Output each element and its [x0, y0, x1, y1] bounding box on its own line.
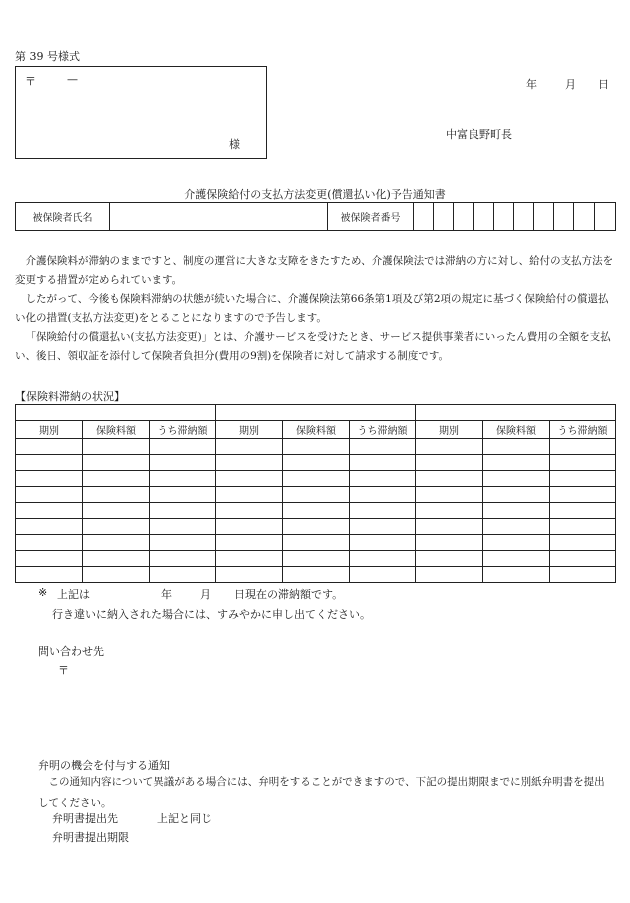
arrears-cell[interactable]	[350, 519, 416, 535]
arrears-heading: 【保険料滞納の状況】	[15, 390, 125, 403]
arrears-cell[interactable]	[150, 455, 216, 471]
arrears-cell[interactable]	[150, 551, 216, 567]
arrears-row	[16, 487, 616, 503]
contact-postal-mark: 〒	[58, 664, 69, 677]
arrears-cell[interactable]	[416, 471, 483, 487]
body-paragraph: 「保険給付の償還払い(支払方法変更)」とは、介護サービスを受けたとき、サービス提供事業者にいったん費用の全額を支払い、後日、領収証を添付して保険者負担分(費用の9割)を保険者に対して請求する制度です。	[15, 331, 611, 362]
date-year-label: 年	[526, 78, 537, 91]
arrears-cell[interactable]	[350, 567, 416, 583]
arrears-cell[interactable]	[483, 439, 550, 455]
arrears-cell[interactable]	[83, 439, 150, 455]
page-title: 介護保険給付の支払方法変更(償還払い化)予告通知書	[184, 188, 446, 201]
submit-deadline-label: 弁明書提出期限	[52, 831, 129, 844]
insured-name-label: 被保険者氏名	[16, 203, 110, 231]
arrears-column-header: うち滞納額	[150, 421, 216, 439]
arrears-cell[interactable]	[550, 455, 616, 471]
arrears-cell[interactable]	[150, 503, 216, 519]
submit-to-value: 上記と同じ	[157, 812, 212, 825]
arrears-cell[interactable]	[216, 503, 283, 519]
arrears-row	[16, 551, 616, 567]
arrears-cell[interactable]	[283, 519, 350, 535]
arrears-cell[interactable]	[350, 535, 416, 551]
arrears-cell[interactable]	[16, 519, 83, 535]
insured-info-table	[15, 202, 616, 231]
arrears-cell[interactable]	[16, 455, 83, 471]
arrears-cell[interactable]	[83, 471, 150, 487]
arrears-cell[interactable]	[150, 519, 216, 535]
arrears-cell[interactable]	[283, 551, 350, 567]
insured-number-label: 被保険者番号	[328, 203, 414, 231]
insured-number-digit[interactable]	[454, 203, 474, 231]
note-prefix: 上記は	[57, 588, 90, 601]
date-day-label: 日	[598, 78, 609, 91]
arrears-cell[interactable]	[416, 503, 483, 519]
arrears-row	[16, 519, 616, 535]
arrears-cell[interactable]	[283, 503, 350, 519]
arrears-cell[interactable]	[483, 503, 550, 519]
postal-dash: —	[67, 73, 78, 86]
arrears-cell[interactable]	[483, 535, 550, 551]
arrears-column-header: 期別	[416, 421, 483, 439]
arrears-cell[interactable]	[550, 535, 616, 551]
arrears-group-header	[416, 405, 616, 421]
arrears-cell[interactable]	[550, 439, 616, 455]
arrears-cell[interactable]	[83, 503, 150, 519]
arrears-cell[interactable]	[283, 535, 350, 551]
arrears-table	[15, 404, 616, 583]
arrears-cell[interactable]	[416, 551, 483, 567]
note-year-label: 年	[161, 588, 172, 601]
arrears-cell[interactable]	[216, 567, 283, 583]
arrears-cell[interactable]	[416, 487, 483, 503]
explanation-heading: 弁明の機会を付与する通知	[38, 759, 170, 772]
arrears-cell[interactable]	[283, 439, 350, 455]
arrears-row	[16, 567, 616, 583]
arrears-cell[interactable]	[550, 471, 616, 487]
arrears-cell[interactable]	[16, 503, 83, 519]
arrears-cell[interactable]	[216, 535, 283, 551]
arrears-cell[interactable]	[483, 471, 550, 487]
insured-number-digit[interactable]	[595, 203, 616, 231]
arrears-cell[interactable]	[283, 471, 350, 487]
insured-number-digit[interactable]	[514, 203, 534, 231]
arrears-cell[interactable]	[216, 551, 283, 567]
arrears-cell[interactable]	[16, 439, 83, 455]
arrears-cell[interactable]	[550, 487, 616, 503]
arrears-cell[interactable]	[16, 535, 83, 551]
issuer: 中富良野町長	[446, 128, 512, 141]
arrears-cell[interactable]	[150, 487, 216, 503]
arrears-cell[interactable]	[350, 551, 416, 567]
arrears-cell[interactable]	[16, 471, 83, 487]
arrears-column-header: 期別	[16, 421, 83, 439]
arrears-cell[interactable]	[416, 439, 483, 455]
submit-to-label: 弁明書提出先	[52, 812, 118, 825]
insured-number-digit[interactable]	[534, 203, 554, 231]
notice-body	[15, 252, 615, 366]
note-suffix: 日現在の滞納額です。	[234, 588, 344, 601]
explanation-text: この通知内容について異議がある場合には、弁明をすることができますので、下記の提出期限までに別紙弁明書を提出してください。	[38, 776, 605, 809]
arrears-cell[interactable]	[416, 567, 483, 583]
note-line2: 行き違いに納入された場合には、すみやかに申し出てください。	[52, 608, 371, 621]
arrears-column-header: うち滞納額	[550, 421, 616, 439]
arrears-row	[16, 455, 616, 471]
arrears-cell[interactable]	[350, 471, 416, 487]
arrears-cell[interactable]	[83, 455, 150, 471]
arrears-cell[interactable]	[83, 487, 150, 503]
arrears-group-header	[16, 405, 216, 421]
arrears-cell[interactable]	[216, 487, 283, 503]
arrears-cell[interactable]	[216, 519, 283, 535]
insured-number-digit[interactable]	[414, 203, 434, 231]
arrears-cell[interactable]	[483, 455, 550, 471]
arrears-cell[interactable]	[16, 551, 83, 567]
arrears-column-header: 保険料額	[83, 421, 150, 439]
arrears-cell[interactable]	[550, 551, 616, 567]
arrears-cell[interactable]	[83, 535, 150, 551]
arrears-cell[interactable]	[150, 567, 216, 583]
body-paragraph: 介護保険料が滞納のままですと、制度の運営に大きな支障をきたすため、介護保険法では滞納の方に対し、給付の支払方法を変更する措置が定められています。	[15, 255, 614, 286]
arrears-cell[interactable]	[416, 519, 483, 535]
arrears-cell[interactable]	[216, 471, 283, 487]
insured-number-digit[interactable]	[554, 203, 574, 231]
arrears-cell[interactable]	[83, 567, 150, 583]
address-box	[15, 66, 267, 159]
contact-heading: 問い合わせ先	[38, 645, 104, 658]
arrears-row	[16, 471, 616, 487]
arrears-column-header: うち滞納額	[350, 421, 416, 439]
arrears-cell[interactable]	[416, 535, 483, 551]
arrears-group-header	[216, 405, 416, 421]
arrears-cell[interactable]	[150, 471, 216, 487]
date-month-label: 月	[565, 78, 576, 91]
note-month-label: 月	[200, 588, 211, 601]
arrears-cell[interactable]	[216, 455, 283, 471]
honorific-sama: 様	[229, 138, 240, 151]
arrears-cell[interactable]	[350, 439, 416, 455]
note-mark: ※	[38, 586, 48, 599]
postal-mark: 〒	[25, 75, 36, 88]
arrears-cell[interactable]	[150, 535, 216, 551]
arrears-cell[interactable]	[550, 567, 616, 583]
arrears-cell[interactable]	[16, 567, 83, 583]
arrears-cell[interactable]	[350, 455, 416, 471]
arrears-cell[interactable]	[216, 439, 283, 455]
insured-number-digit[interactable]	[474, 203, 494, 231]
arrears-row	[16, 535, 616, 551]
arrears-column-header: 期別	[216, 421, 283, 439]
arrears-column-header: 保険料額	[483, 421, 550, 439]
arrears-cell[interactable]	[483, 519, 550, 535]
arrears-cell[interactable]	[283, 455, 350, 471]
arrears-cell[interactable]	[483, 487, 550, 503]
insured-number-digit[interactable]	[434, 203, 454, 231]
arrears-cell[interactable]	[483, 567, 550, 583]
arrears-cell[interactable]	[83, 551, 150, 567]
arrears-cell[interactable]	[416, 455, 483, 471]
insured-name-field[interactable]	[110, 203, 328, 231]
arrears-row	[16, 439, 616, 455]
insured-number-digit[interactable]	[574, 203, 595, 231]
arrears-cell[interactable]	[83, 519, 150, 535]
arrears-cell[interactable]	[283, 567, 350, 583]
arrears-cell[interactable]	[350, 503, 416, 519]
arrears-cell[interactable]	[483, 551, 550, 567]
body-paragraph: したがって、今後も保険料滞納の状態が続いた場合に、介護保険法第66条第1項及び第2項の規定に基づく保険給付の償還払い化の措置(支払方法変更)をとることになりますので予告します。	[15, 293, 609, 324]
insured-number-digit[interactable]	[494, 203, 514, 231]
arrears-cell[interactable]	[16, 487, 83, 503]
form-number: 第 39 号様式	[15, 50, 80, 63]
arrears-cell[interactable]	[550, 519, 616, 535]
arrears-cell[interactable]	[150, 439, 216, 455]
arrears-cell[interactable]	[550, 503, 616, 519]
arrears-row	[16, 503, 616, 519]
arrears-column-header: 保険料額	[283, 421, 350, 439]
arrears-cell[interactable]	[283, 487, 350, 503]
arrears-cell[interactable]	[350, 487, 416, 503]
